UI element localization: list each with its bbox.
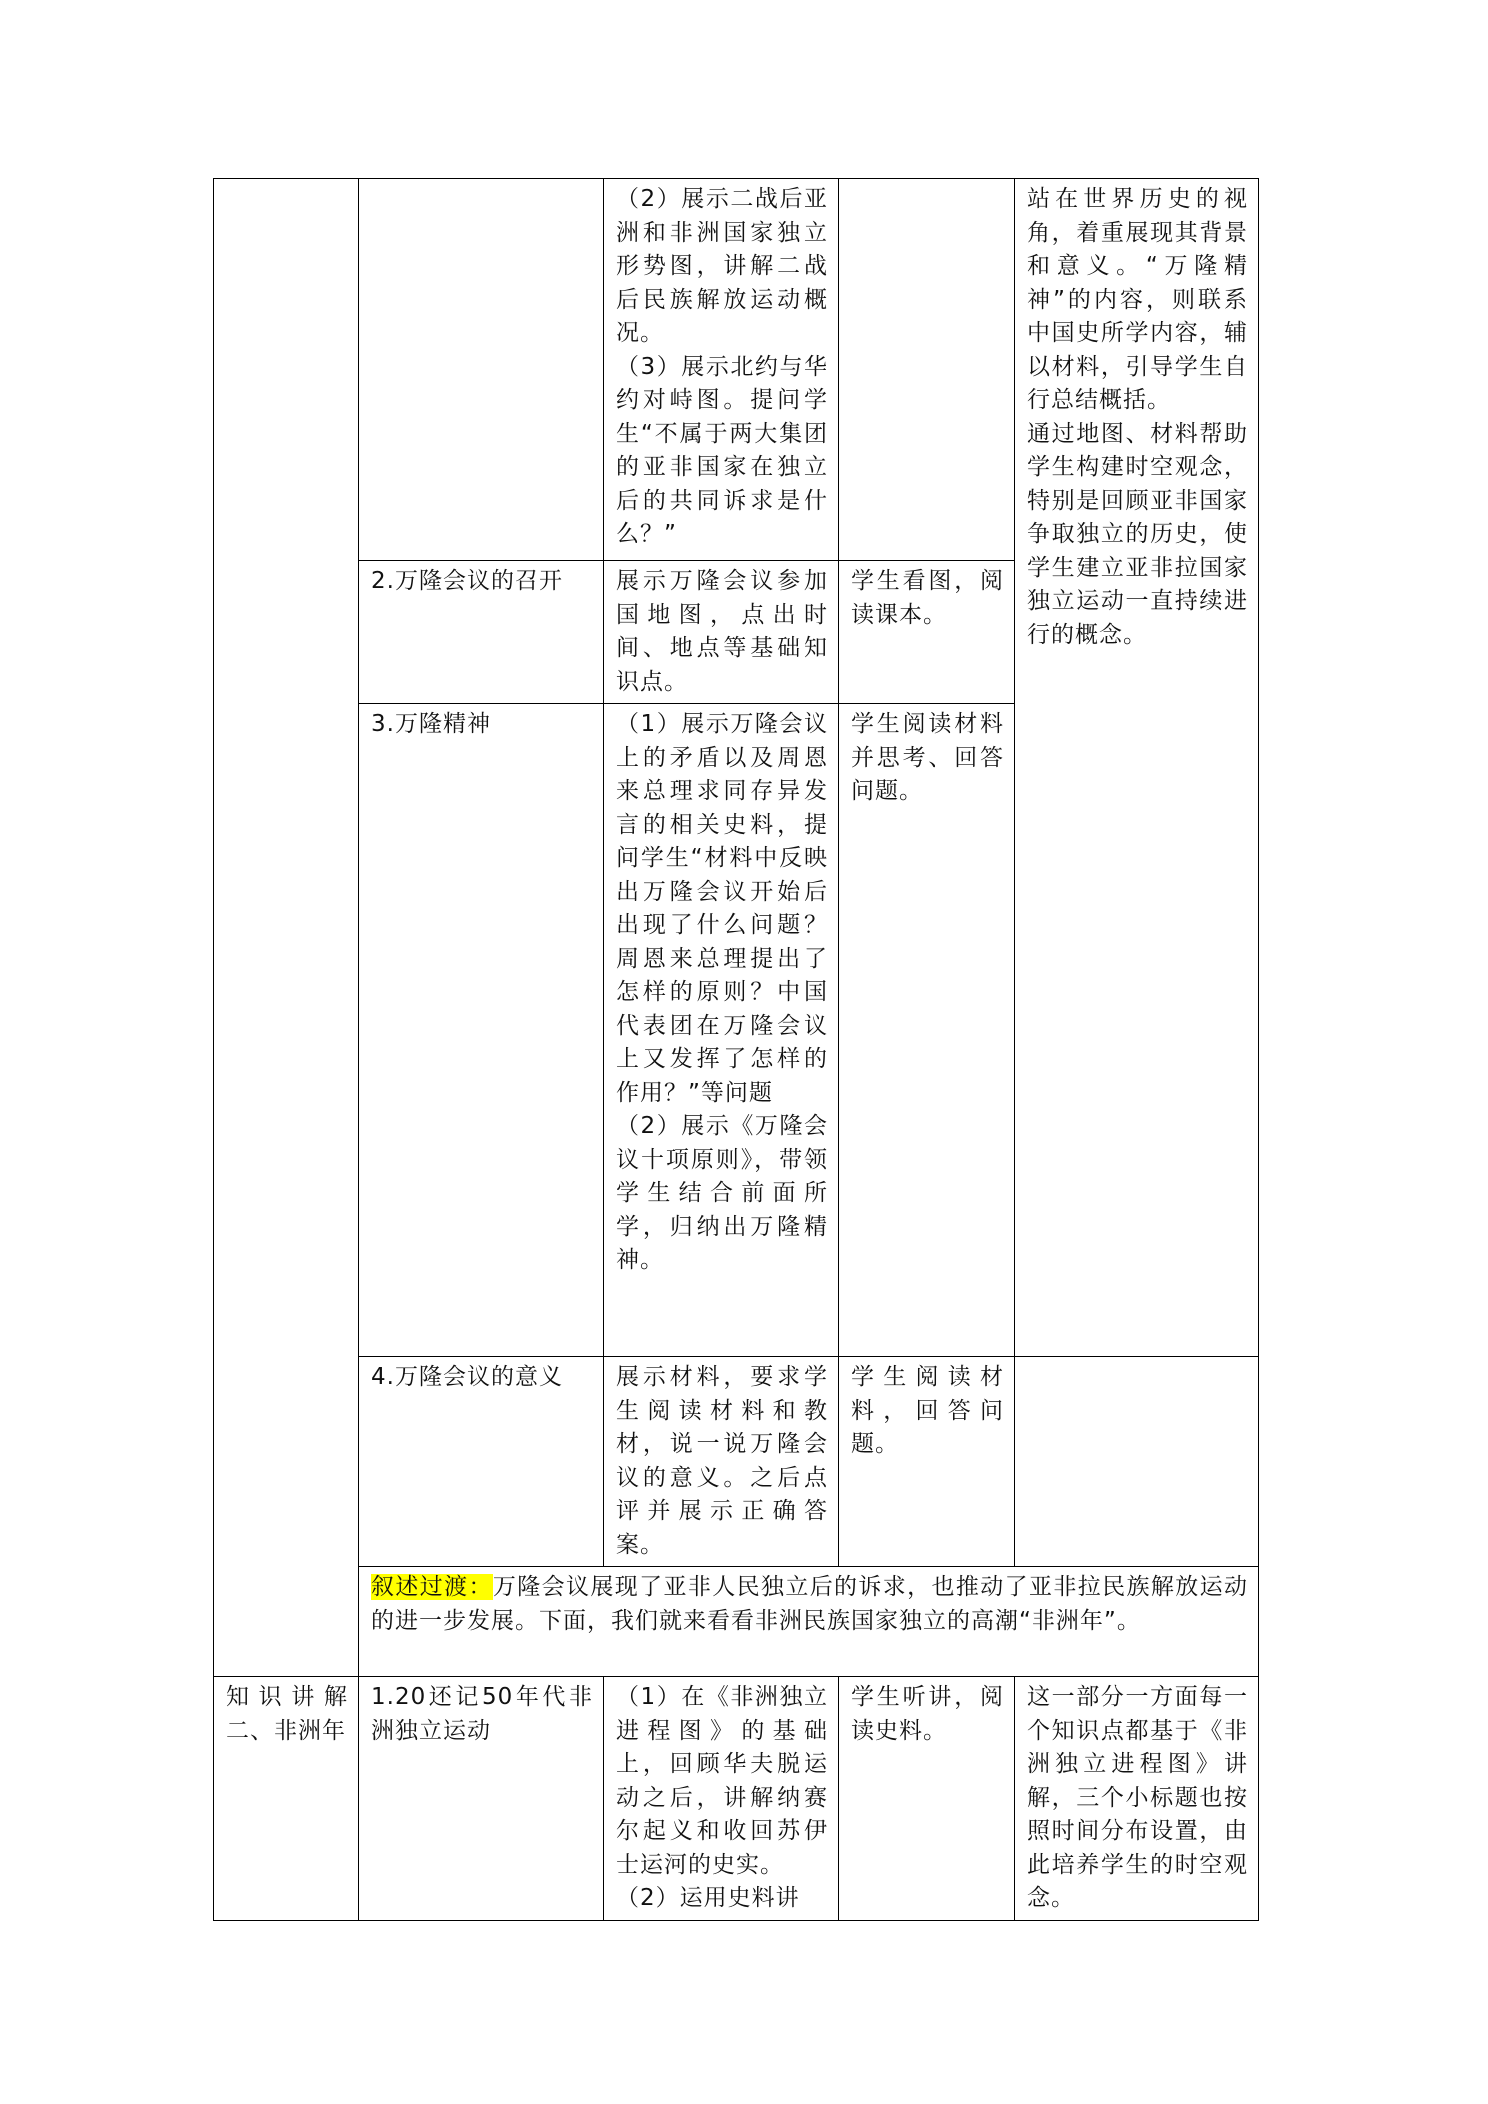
student-activity-text: 学生阅读材料，回答问题。 xyxy=(851,1364,1004,1457)
design-intent-cell xyxy=(1015,179,1259,1357)
section-title: 知识讲解二、非洲年 xyxy=(226,1684,348,1744)
lesson-plan-table xyxy=(213,178,1259,1921)
teacher-activity-cell xyxy=(604,704,839,1357)
topic-cell xyxy=(359,179,604,561)
topic-text: 1.20还记50年代非洲独立运动 xyxy=(371,1684,593,1744)
table-row xyxy=(214,179,1259,561)
teacher-activity-text: （1）展示万隆会议上的矛盾以及周恩来总理求同存异发言的相关史料，提问学生“材料中反映出万隆会议开始后出现了什么问题？周恩来总理提出了怎样的原则？中国代表团在万隆会议上又发挥了怎样的作用？”等问题 xyxy=(616,711,828,1106)
teacher-activity-cell xyxy=(604,1357,839,1567)
student-activity-text: 学生看图，阅读课本。 xyxy=(851,568,1004,628)
transition-text: 万隆会议展现了亚非人民独立后的诉求，也推动了亚非拉民族解放运动的进一步发展。下面，我们就来看看非洲民族国家独立的高潮“非洲年”。 xyxy=(371,1574,1249,1634)
transition-cell xyxy=(359,1567,1259,1677)
topic-text: 3.万隆精神 xyxy=(371,711,491,737)
teacher-activity-text: （2）展示二战后亚洲和非洲国家独立形势图，讲解二战后民族解放运动概况。 xyxy=(616,186,828,346)
topic-cell xyxy=(359,1677,604,1921)
teacher-activity-text: （2）展示《万隆会议十项原则》，带领学生结合前面所学，归纳出万隆精神。 xyxy=(616,1113,828,1273)
table-row xyxy=(214,1357,1259,1567)
design-intent-text: 通过地图、材料帮助学生构建时空观念，特别是回顾亚非国家争取独立的历史，使学生建立亚非拉国家独立运动一直持续进行的概念。 xyxy=(1027,420,1248,648)
teacher-activity-text: （1）在《非洲独立进程图》的基础上，回顾华夫脱运动之后，讲解纳赛尔起义和收回苏伊士运河的史实。 xyxy=(616,1684,828,1878)
topic-text: 4.万隆会议的意义 xyxy=(371,1364,563,1390)
table-row xyxy=(214,1677,1259,1921)
teacher-activity-cell xyxy=(604,561,839,704)
teacher-activity-text: 展示万隆会议参加国地图，点出时间、地点等基础知识点。 xyxy=(616,568,828,695)
student-activity-cell xyxy=(839,179,1015,561)
student-activity-cell xyxy=(839,704,1015,1357)
design-intent-text: 这一部分一方面每一个知识点都基于《非洲独立进程图》讲解，三个小标题也按照时间分布设置，由此培养学生的时空观念。 xyxy=(1027,1684,1248,1911)
design-intent-text: 站在世界历史的视角，着重展现其背景和意义。“万隆精神”的内容，则联系中国史所学内容，辅以材料，引导学生自行总结概括。 xyxy=(1027,186,1248,413)
student-activity-text: 学生听讲，阅读史料。 xyxy=(851,1684,1004,1744)
teacher-activity-text: （3）展示北约与华约对峙图。提问学生“不属于两大集团的亚非国家在独立后的共同诉求是什么？” xyxy=(616,353,828,547)
student-activity-cell xyxy=(839,1357,1015,1567)
topic-cell xyxy=(359,561,604,704)
student-activity-cell xyxy=(839,561,1015,704)
teacher-activity-cell xyxy=(604,179,839,561)
topic-text: 2.万隆会议的召开 xyxy=(371,568,563,594)
design-intent-cell xyxy=(1015,1677,1259,1921)
section-cell xyxy=(214,179,359,1677)
design-intent-cell xyxy=(1015,1357,1259,1567)
teacher-activity-text: 展示材料，要求学生阅读材料和教材，说一说万隆会议的意义。之后点评并展示正确答案。 xyxy=(616,1364,828,1558)
student-activity-cell xyxy=(839,1677,1015,1921)
teacher-activity-cell xyxy=(604,1677,839,1921)
teacher-activity-text: （2）运用史料讲 xyxy=(616,1885,800,1911)
topic-cell xyxy=(359,704,604,1357)
transition-label: 叙述过渡： xyxy=(371,1574,493,1600)
topic-cell xyxy=(359,1357,604,1567)
section-cell xyxy=(214,1677,359,1921)
student-activity-text: 学生阅读材料并思考、回答问题。 xyxy=(851,711,1004,804)
table-row xyxy=(214,1567,1259,1677)
